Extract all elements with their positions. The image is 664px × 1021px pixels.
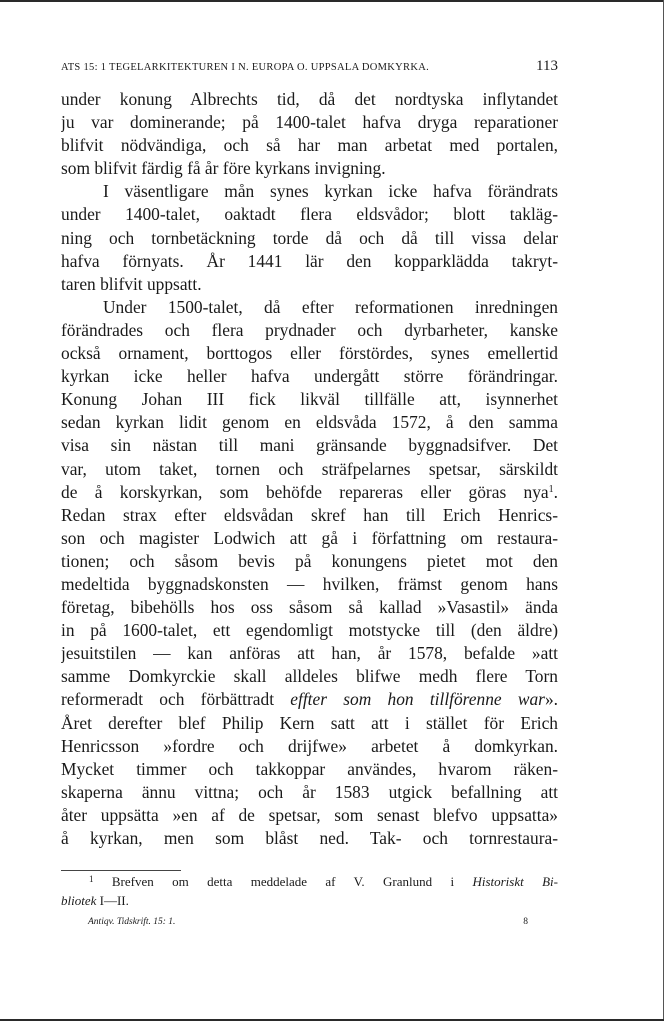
text-line: tionen; och såsom bevis på konungens pietet mot den	[61, 550, 558, 571]
text-line: under konung Albrechts tid, då det nordtyska inflytandet	[61, 89, 558, 109]
footnote-title: bliotek	[61, 893, 97, 908]
text-line: Konung Johan III fick likväl tillfälle att, isynnerhet	[61, 389, 558, 410]
text-line: också ornament, borttogos eller förstördes, synes emellertid	[61, 343, 558, 364]
text-line: som blifvit färdig få år före kyrkans invigning.	[61, 158, 386, 179]
printer-signature	[88, 917, 528, 927]
footnote-line	[61, 891, 558, 910]
text-run: ».	[544, 689, 558, 710]
text-line: åter uppsätta »en af de spetsar, som senast blefvo uppsatta»	[61, 804, 558, 825]
text-line: kyrkan icke heller hafva undergått större förändringar.	[61, 366, 558, 387]
text-line: medeltida byggnadskonsten — hvilken, främst genom hans	[61, 573, 558, 594]
text-line: ning och tornbetäckning torde då och då till vissa delar	[61, 227, 558, 248]
text-line: in på 1600-talet, ett egendomligt motstycke till (den äldre)	[61, 620, 558, 641]
page-number: 113	[536, 58, 558, 74]
text-line: var, utom taket, tornen och sträfpelarnes spetsar, särskildt	[61, 458, 558, 479]
text-line: son och magister Lodwich att gå i författning om restaura-	[61, 527, 558, 548]
text-line: Året derefter blef Philip Kern satt att i stället för Erich	[61, 712, 558, 733]
text-line: hafva förnyats. År 1441 lär den kopparklädda takryt-	[61, 250, 558, 271]
italic-quote: effter som hon tillförenne war	[290, 689, 545, 710]
footnote-line	[61, 872, 558, 891]
text-line: I väsentligare mån synes kyrkan icke hafva förändrats	[103, 181, 558, 202]
footnote-rule	[61, 870, 181, 871]
text-line: företag, bibehölls hos oss såsom så kallad »Vasastil» ända	[61, 597, 558, 618]
text-line: blifvit nödvändiga, och så har man arbetat med portalen,	[61, 135, 558, 156]
text-line: samme Domkyrckie skall alldeles blifwe medh flere Torn	[61, 666, 558, 687]
text-line: under 1400-talet, oaktadt flera eldsvådor; blott takläg-	[61, 204, 558, 225]
footnote-text: Brefven om detta meddelade af V. Granlund i	[111, 874, 473, 889]
text-line: jesuitstilen — kan anföras att han, år 1578, befalde »att	[61, 643, 558, 664]
text-line-with-italic	[61, 688, 558, 711]
running-title: ATS 15: 1 TEGELARKITEKTUREN I N. EUROPA O. UPPSALA DOMKYRKA.	[61, 62, 430, 73]
sheet-number: 8	[523, 917, 528, 927]
text-line: Mycket timmer och takkoppar användes, hvarom räken-	[61, 758, 558, 779]
text-line: skaperna ännu vittna; och år 1583 utgick befallning att	[61, 781, 558, 802]
footnote-reference: 1	[548, 483, 554, 495]
text-run: reformeradt och förbättradt	[61, 689, 291, 710]
text-run: de å korskyrkan, som behöfde repareras eller göras nya	[61, 481, 549, 502]
text-line: Henricsson »fordre och drijfwe» arbetet å domkyrkan.	[61, 735, 558, 756]
text-line: å kyrkan, men som blåst ned. Tak- och tornrestaura-	[61, 828, 558, 848]
text-line: förändrades och flera prydnader och dyrbarheter, kanske	[61, 319, 558, 340]
footnote-title: Historiskt Bi-	[472, 874, 558, 889]
footnote-marker: 1	[89, 874, 94, 884]
text-line: Redan strax efter eldsvådan skref han till Erich Henrics-	[61, 504, 558, 525]
text-line: visa sin nästan till mani gränsande byggnadsifver. Det	[61, 435, 558, 456]
text-line-with-footnote	[61, 481, 558, 504]
running-head	[61, 58, 558, 75]
text-line: Under 1500-talet, då efter reformationen inredningen	[103, 296, 558, 317]
footnote-text: I—II.	[96, 893, 129, 908]
text-line: taren blifvit uppsatt.	[61, 273, 202, 294]
text-line: sedan kyrkan lidit genom en eldsvåda 1572, å den samma	[61, 412, 558, 433]
journal-signature: Antiqv. Tidskrift. 15: 1.	[88, 917, 176, 927]
text-line: ju var dominerande; på 1400-talet hafva dryga reparationer	[61, 112, 558, 133]
text-run: .	[553, 481, 558, 502]
body-text	[61, 88, 558, 850]
scan-edge-top	[0, 0, 664, 2]
footnotes	[61, 872, 558, 910]
